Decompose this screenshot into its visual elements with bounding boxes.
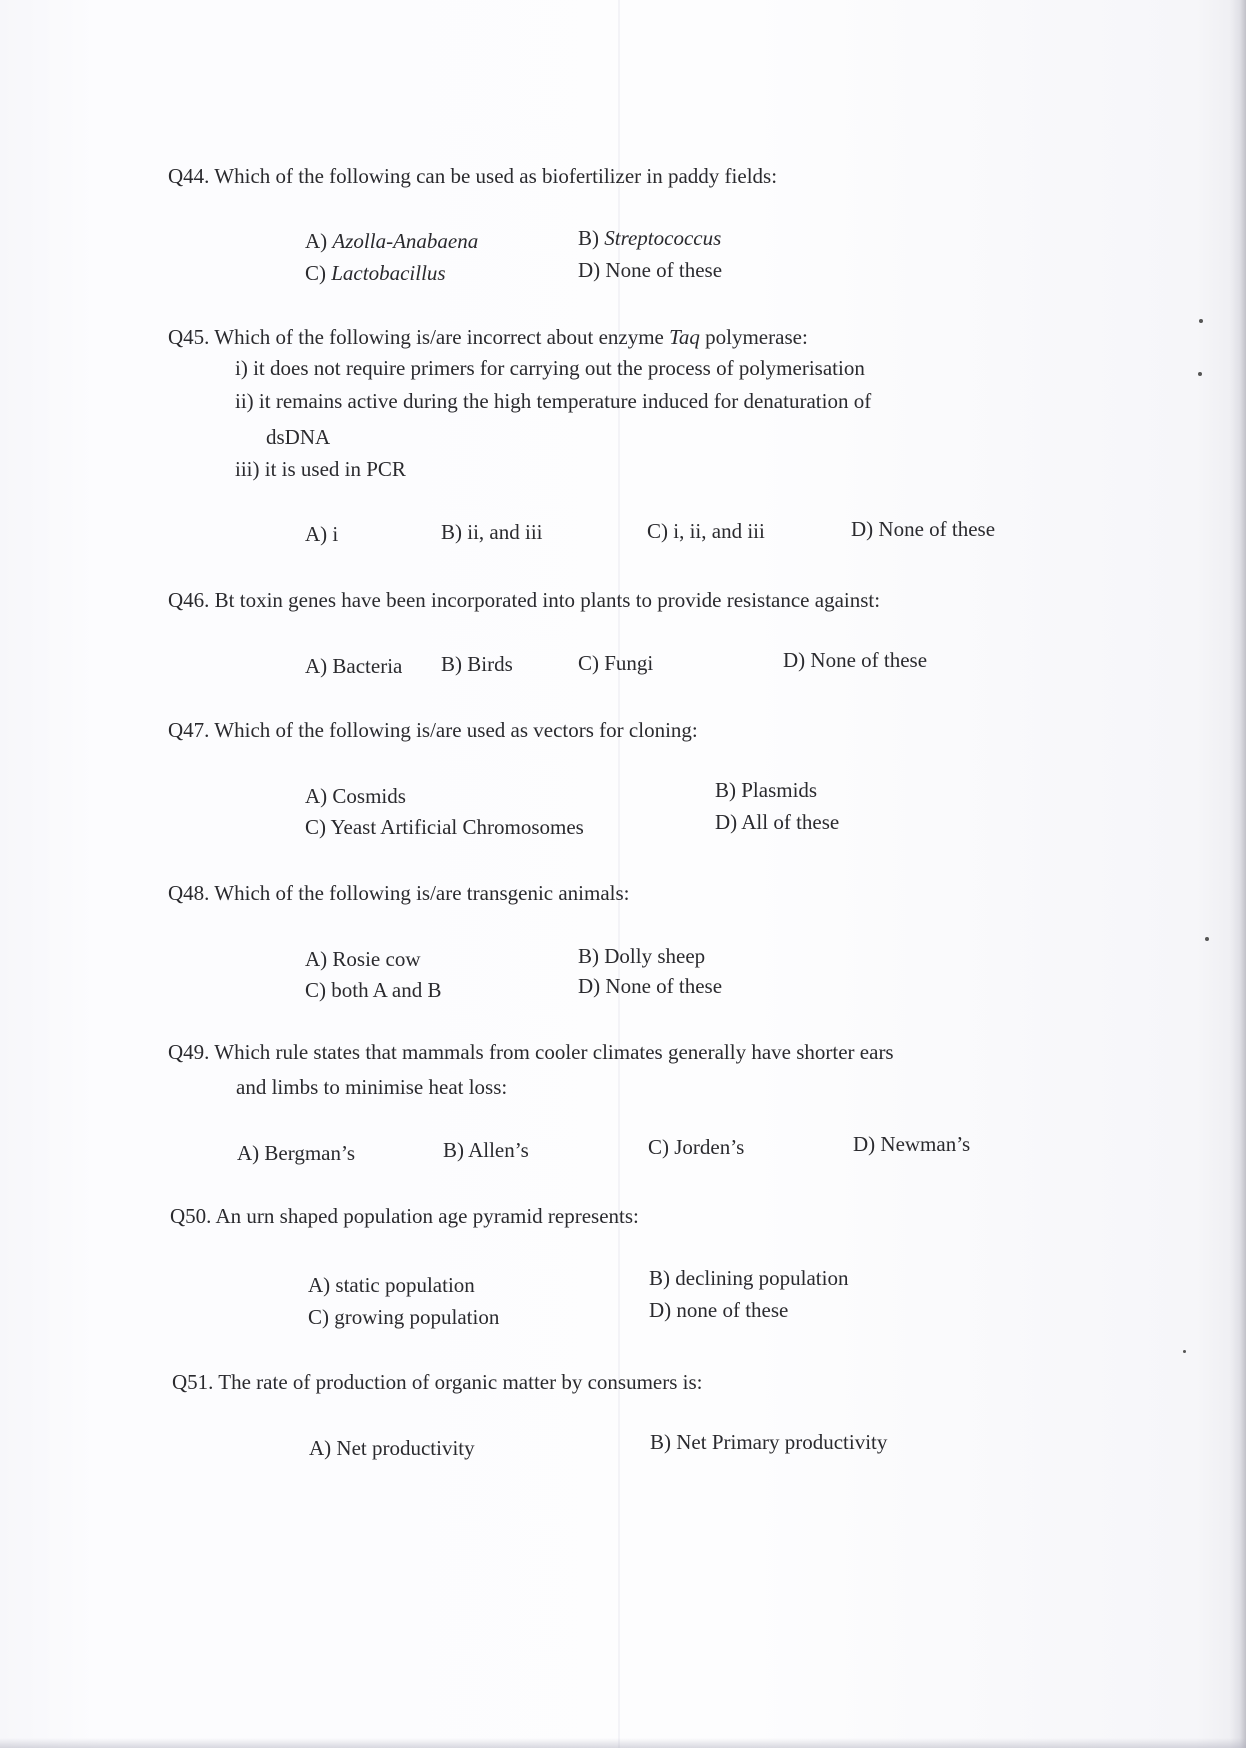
q45-option-b[interactable]: B) ii, and iii	[441, 520, 543, 544]
q45-statement-iii: iii) it is used in PCR	[235, 457, 406, 481]
q44-option-c[interactable]	[305, 257, 446, 289]
q47-option-c[interactable]: C) Yeast Artificial Chromosomes	[305, 815, 584, 839]
q45-option-c[interactable]: C) i, ii, and iii	[647, 519, 765, 543]
question-50-text: Q50. An urn shaped population age pyramid represents:	[170, 1204, 639, 1228]
option-italic-text: Azolla-Anabaena	[332, 229, 479, 253]
question-51-text: Q51. The rate of production of organic matter by consumers is:	[172, 1370, 703, 1394]
q47-option-a[interactable]: A) Cosmids	[305, 784, 406, 808]
q50-option-c[interactable]: C) growing population	[308, 1305, 500, 1329]
option-label: C)	[305, 261, 332, 285]
q50-option-d[interactable]: D) none of these	[649, 1298, 789, 1322]
q46-option-a[interactable]: A) Bacteria	[305, 654, 403, 678]
q45-statement-i: i) it does not require primers for carrying out the process of polymerisation	[235, 356, 865, 380]
q49-option-b[interactable]: B) Allen’s	[443, 1138, 529, 1162]
option-label: A)	[305, 229, 333, 253]
option-italic-text: Streptococcus	[604, 226, 722, 250]
q51-option-a[interactable]: A) Net productivity	[309, 1436, 475, 1460]
q49-option-c[interactable]: C) Jorden’s	[648, 1135, 745, 1159]
question-44-text: Q44. Which of the following can be used as biofertilizer in paddy fields:	[168, 164, 778, 188]
q51-option-b[interactable]: B) Net Primary productivity	[650, 1430, 888, 1454]
question-47-text: Q47. Which of the following is/are used as vectors for cloning:	[168, 718, 698, 742]
page-bottom-edge-shadow	[0, 1738, 1246, 1748]
question-text-part: Q45. Which of the following is/are incorrect about enzyme	[168, 325, 670, 349]
q48-option-c[interactable]: C) both A and B	[305, 978, 442, 1002]
q46-option-d[interactable]: D) None of these	[783, 648, 928, 672]
q48-option-a[interactable]: A) Rosie cow	[305, 947, 421, 971]
question-48-text: Q48. Which of the following is/are transgenic animals:	[168, 881, 630, 905]
scan-speck	[1199, 319, 1203, 323]
scan-speck	[1183, 1350, 1186, 1353]
question-46-text: Q46. Bt toxin genes have been incorporated into plants to provide resistance against:	[168, 588, 881, 612]
q47-option-b[interactable]: B) Plasmids	[715, 778, 818, 802]
question-text-part: polymerase:	[699, 325, 808, 349]
q45-statement-ii: ii) it remains active during the high temperature induced for denaturation of	[235, 389, 872, 413]
q50-option-b[interactable]: B) declining population	[649, 1266, 849, 1290]
q44-option-a[interactable]	[305, 225, 478, 257]
q47-option-d[interactable]: D) All of these	[715, 810, 840, 834]
question-49-text: Q49. Which rule states that mammals from cooler climates generally have shorter ears	[168, 1040, 894, 1064]
scan-speck	[1198, 372, 1202, 376]
q44-option-d[interactable]: D) None of these	[578, 258, 723, 282]
option-label: B)	[578, 226, 605, 250]
page-right-edge-shadow	[1230, 0, 1246, 1748]
scan-speck	[1205, 937, 1209, 941]
q48-option-b[interactable]: B) Dolly sheep	[578, 944, 706, 968]
q49-option-d[interactable]: D) Newman’s	[853, 1132, 971, 1156]
q45-statement-ii-continued: dsDNA	[266, 425, 331, 449]
q50-option-a[interactable]: A) static population	[308, 1273, 475, 1297]
q48-option-d[interactable]: D) None of these	[578, 974, 723, 998]
option-italic-text: Lactobacillus	[331, 261, 446, 285]
q45-option-d[interactable]: D) None of these	[851, 517, 996, 541]
q44-option-b[interactable]	[578, 222, 721, 254]
q46-option-c[interactable]: C) Fungi	[578, 651, 654, 675]
question-italic-text: Taq	[669, 325, 700, 349]
q45-option-a[interactable]: A) i	[305, 522, 339, 546]
question-45-text	[168, 321, 808, 353]
q46-option-b[interactable]: B) Birds	[441, 652, 513, 676]
q49-option-a[interactable]: A) Bergman’s	[237, 1141, 356, 1165]
question-49-text-line2: and limbs to minimise heat loss:	[236, 1075, 508, 1099]
